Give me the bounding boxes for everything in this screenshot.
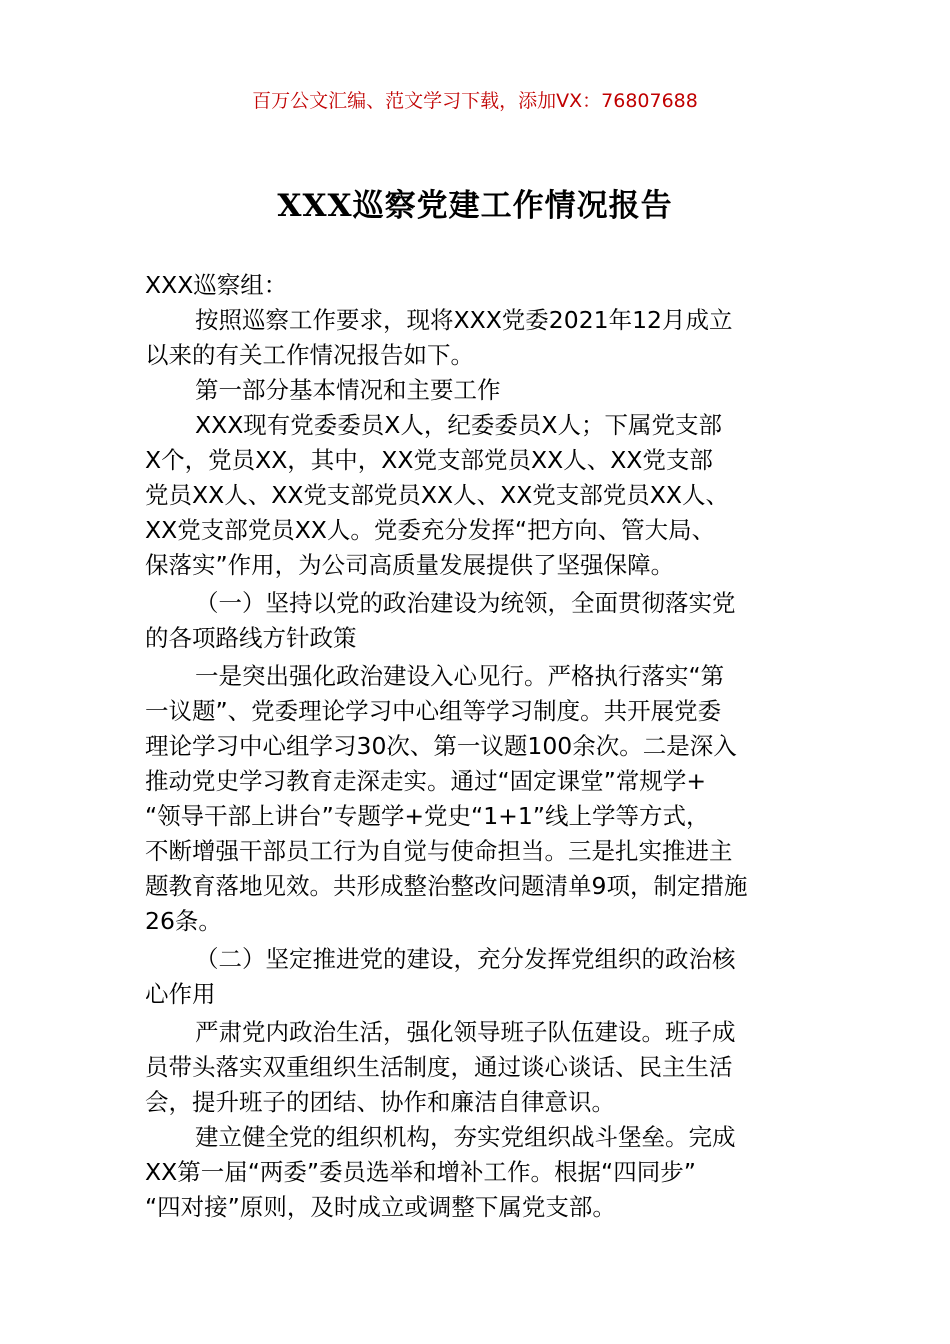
text-line: 建立健全党的组织机构，夯实党组织战斗堡垒。完成 — [195, 1123, 736, 1151]
document-title: XXX巡察党建工作情况报告 — [277, 188, 673, 224]
text-line: 理论学习中心组学习30次、第一议题100余次。二是深入 — [145, 732, 737, 760]
text-line: 推动党史学习教育走深走实。通过“固定课堂”常规学+ — [145, 767, 707, 795]
text-line: 会，提升班子的团结、协作和廉洁自律意识。 — [145, 1088, 615, 1116]
header-note: 百万公文汇编、范文学习下载，添加VX：76807688 — [252, 90, 698, 112]
text-line: 以来的有关工作情况报告如下。 — [145, 341, 474, 369]
text-line: 一是突出强化政治建设入心见行。严格执行落实“第 — [195, 662, 725, 690]
text-line: 不断增强干部员工行为自觉与使命担当。三是扎实推进主 — [145, 837, 733, 865]
section-heading: 第一部分基本情况和主要工作 — [195, 376, 501, 404]
text-line: 按照巡察工作要求，现将XXX党委2021年12月成立 — [195, 306, 733, 334]
salutation: XXX巡察组： — [145, 271, 288, 299]
text-line: 26条。 — [145, 907, 222, 935]
text-line: 题教育落地见效。共形成整治整改问题清单9项，制定措施 — [145, 872, 748, 900]
document-body — [145, 268, 809, 1225]
subsection-heading: （二）坚定推进党的建设，充分发挥党组织的政治核 — [195, 945, 736, 973]
text-line: “四对接”原则，及时成立或调整下属党支部。 — [145, 1193, 616, 1221]
text-line: “领导干部上讲台”专题学+党史“1+1”线上学等方式， — [145, 802, 710, 830]
subsection-heading-cont: 的各项路线方针政策 — [145, 624, 357, 652]
text-line: 一议题”、党委理论学习中心组等学习制度。共开展党委 — [145, 697, 722, 725]
text-line: X个，党员XX，其中，XX党支部党员XX人、XX党支部 — [145, 446, 713, 474]
text-line: XX第一届“两委”委员选举和增补工作。根据“四同步” — [145, 1158, 696, 1186]
text-line: 严肃党内政治生活，强化领导班子队伍建设。班子成 — [195, 1018, 736, 1046]
text-line: 保落实”作用，为公司高质量发展提供了坚强保障。 — [145, 551, 675, 579]
text-line: 党员XX人、XX党支部党员XX人、XX党支部党员XX人、 — [145, 481, 729, 509]
text-line: 员带头落实双重组织生活制度，通过谈心谈话、民主生活 — [145, 1053, 733, 1081]
text-line: XXX现有党委委员X人，纪委委员X人；下属党支部 — [195, 411, 722, 439]
subsection-heading-cont: 心作用 — [145, 980, 216, 1008]
subsection-heading: （一）坚持以党的政治建设为统领，全面贯彻落实党 — [195, 589, 736, 617]
text-line: XX党支部党员XX人。党委充分发挥“把方向、管大局、 — [145, 516, 716, 544]
